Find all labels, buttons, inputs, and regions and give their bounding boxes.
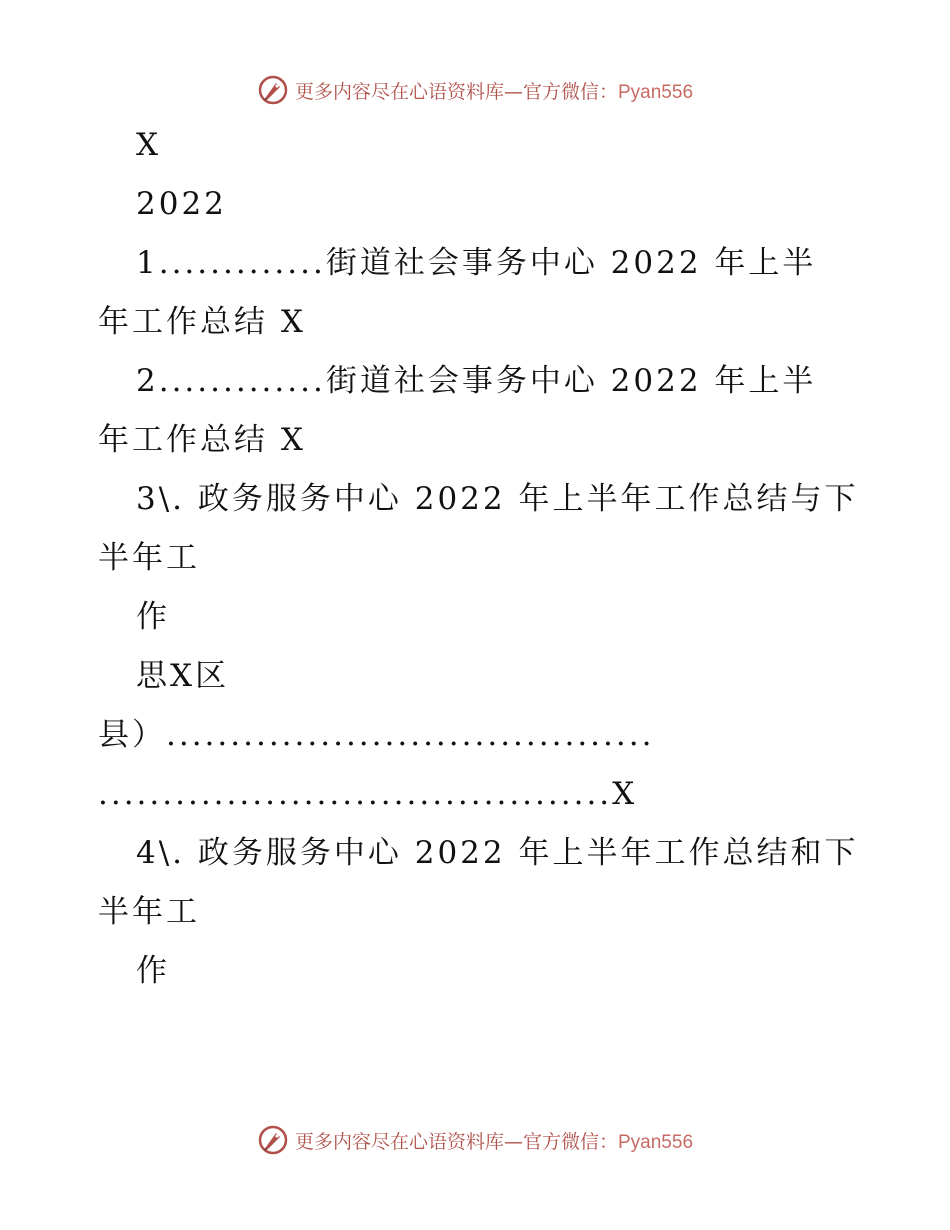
pen-nib-logo-icon (257, 74, 289, 106)
banner-text: 更多内容尽在心语资料库—官方微信：Pyan556 (294, 80, 694, 103)
dot-leader-line: 县）...................................... (98, 717, 655, 753)
text-line: 作 (136, 599, 170, 635)
dot-leader-line: ........................................X (98, 776, 638, 812)
toc-entry-3: 3\. 政务服务中心 2022 年上半年工作总结与下 (136, 481, 859, 517)
toc-entry-2: 2.............街道社会事务中心 2022 年上半 (136, 363, 817, 399)
footer-watermark-banner (0, 1120, 950, 1160)
toc-entry-4: 4\. 政务服务中心 2022 年上半年工作总结和下 (136, 835, 859, 871)
toc-entry-4-continued: 半年工 (98, 894, 200, 930)
pen-nib-logo-icon (257, 1124, 289, 1156)
text-line: 2022 (136, 186, 227, 222)
toc-entry-1: 1.............街道社会事务中心 2022 年上半 (136, 245, 817, 281)
toc-entry-3-continued: 半年工 (98, 540, 200, 576)
toc-entry-2-continued: 年工作总结 X (98, 422, 306, 458)
wechat-id: Pyan556 (618, 1131, 694, 1153)
header-watermark-banner (0, 70, 950, 110)
text-line: 思X区 (136, 658, 230, 694)
wechat-id: Pyan556 (618, 81, 694, 103)
banner-text: 更多内容尽在心语资料库—官方微信：Pyan556 (294, 1130, 694, 1153)
toc-entry-1-continued: 年工作总结 X (98, 304, 306, 340)
text-line: 作 (136, 953, 170, 989)
text-line: X (136, 127, 162, 163)
